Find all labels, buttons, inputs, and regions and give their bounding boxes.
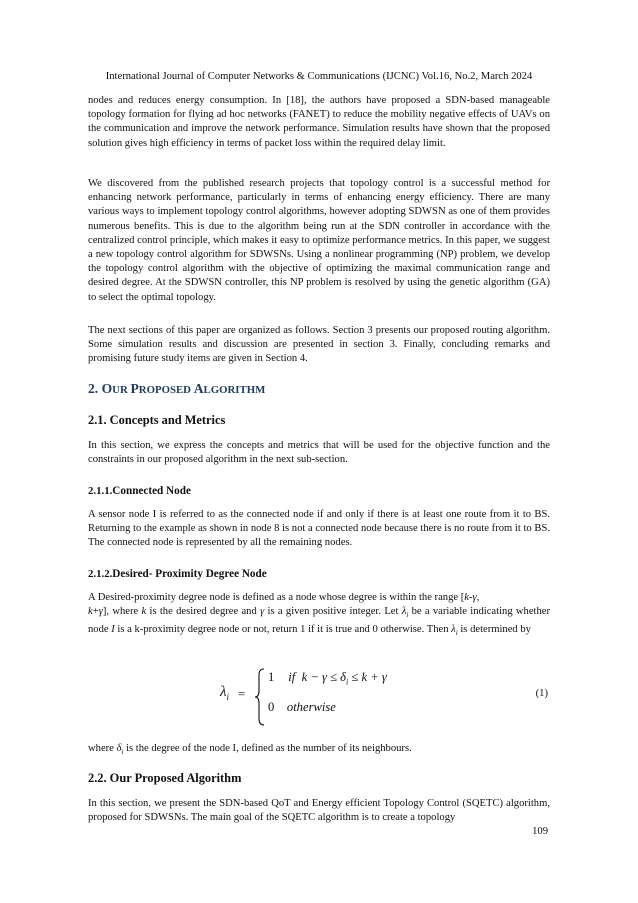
- paragraph-motivation: We discovered from the published research projects that topology control is a successful method for enhancing network performance, particularly in terms of enhancing energy efficiency. There are many various ways to implement topology control algorithms, however adopting SDWSN as one of them provides numerous benefits. This is due to the algorithm being run at the SDN controller in accordance with the centralized control principle, which makes it easy to optimize performance metrics. In this paper, we suggest a new topology control algorithm for SDWSNs. Using a nonlinear programming (NP) problem, we develop the topology control algorithm with the objective of optimizing the maximal communication range and desired degree. At the SDWSN controller, this NP problem is resolved by using the genetic algorithm (GA) to select the optimal topology.: [88, 178, 550, 303]
- paragraph-organization: The next sections of this paper are organized as follows. Section 3 presents our proposed routing algorithm. Some simulation results and discussion are presented in section 3. Finally, concluding remarks and promising future study items are given in Section 4.: [88, 325, 550, 365]
- paragraph-related-work-end: nodes and reduces energy consumption. In [18], the authors have proposed a SDN-based manageable topology formation for flying ad hoc networks (FANET) to reduce the mobility negative effects of UAVs on the communication and improve the network performance. Simulation results have shown that the proposed solution gives high efficiency in terms of packet loss within the required delay limit.: [88, 95, 550, 149]
- paragraph-desired-proximity: A Desired-proximity degree node is defined as a node whose degree is within the range [k-γ, k+γ], where k is the desired degree and γ is a given positive integer. Let $\lambda_i$ be a variable indicating whether node I is a k-proximity degree node or not, return 1 if it is true and 0 otherwise. Then $\lambda_i$ is determined by: [88, 592, 551, 637]
- equation-number: (1): [535, 688, 548, 699]
- paragraph-connected-node: A sensor node I is referred to as the connected node if and only if there is at least one route from it to BS. Returning to the example as shown in node 8 is not a connected node because there is no route from it to BS. The connected node is represented by all the remaining nodes.: [88, 509, 550, 549]
- running-head: International Journal of Computer Networks & Communications (IJCNC) Vol.16, No.2, March 2024: [105, 71, 533, 82]
- page-number: 109: [532, 826, 548, 837]
- left-brace-icon: [254, 668, 266, 726]
- equation-lhs: $\lambda_i$: [220, 684, 230, 702]
- subsubsection-heading-2-1-1: 2.1.1.Connected Node: [88, 485, 191, 497]
- equation-case-2: 0 otherwise: [268, 700, 336, 714]
- paper-page: [88, 0, 550, 903]
- paragraph-concepts-intro: In this section, we express the concepts and metrics that will be used for the objective function and the constraints in our proposed algorithm in the next sub-section.: [88, 440, 550, 466]
- equation-1: [88, 664, 550, 730]
- subsubsection-heading-2-1-2: 2.1.2.Desired- Proximity Degree Node: [88, 568, 267, 580]
- subsection-heading-2-2: 2.2. Our Proposed Algorithm: [88, 771, 242, 785]
- paragraph-delta-definition: where $\delta_i$ is the degree of the node I, defined as the number of its neighbours.: [88, 743, 412, 757]
- subsection-heading-2-1: 2.1. Concepts and Metrics: [88, 413, 226, 427]
- equation-case-1: 1 if $k - \gamma \le \delta_i \le k + \gamma$: [268, 670, 387, 687]
- equation-equals: =: [238, 686, 246, 701]
- paragraph-sqetc-intro: In this section, we present the SDN-based QoT and Energy efficient Topology Control (SQETC) algorithm, proposed for SDWSNs. The main goal of the SQETC algorithm is to create a topology: [88, 798, 550, 824]
- section-heading-2: 2. OUR PROPOSED ALGORITHM: [88, 381, 266, 396]
